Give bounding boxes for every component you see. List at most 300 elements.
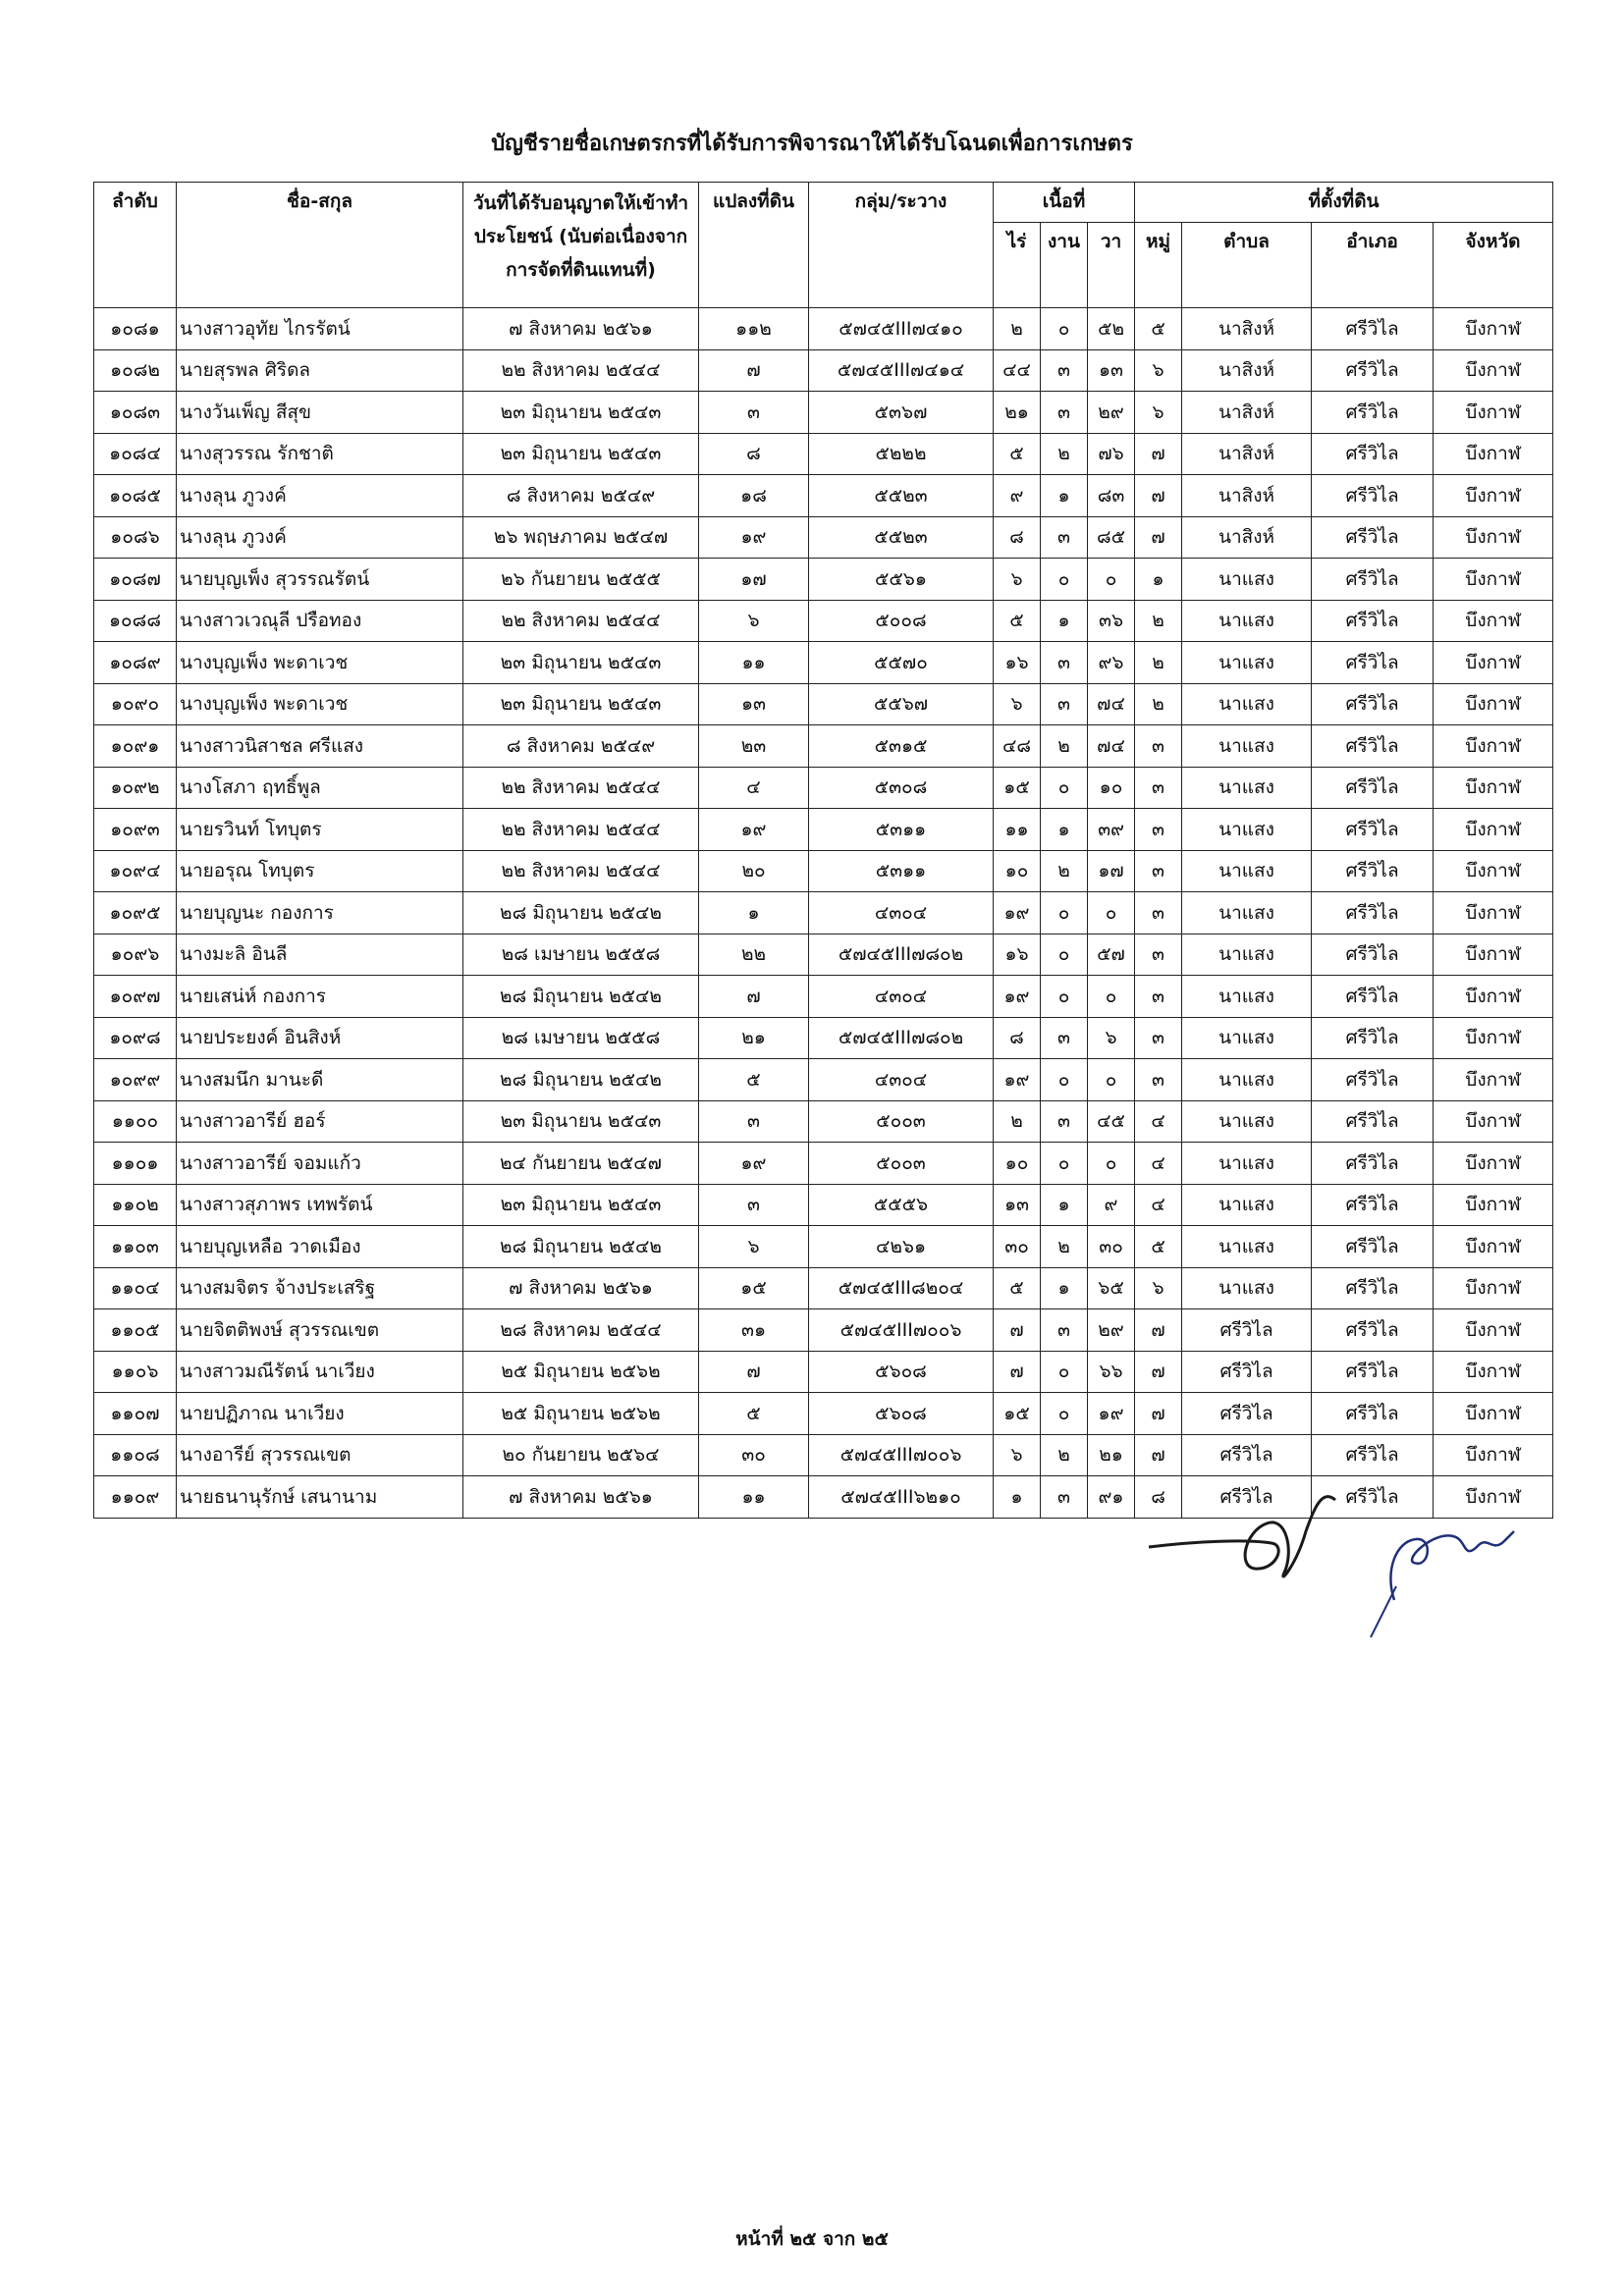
cell-province: บึงกาฬ xyxy=(1434,892,1553,934)
cell-rai: ๘ xyxy=(994,1017,1041,1059)
cell-name: นางสาวอารีย์ ฮอร์ xyxy=(177,1100,463,1143)
cell-plot: ๔ xyxy=(699,767,809,809)
cell-amphoe: ศรีวิไล xyxy=(1312,516,1434,559)
cell-province: บึงกาฬ xyxy=(1434,642,1553,684)
cell-name: นางอารีย์ สุวรรณเขต xyxy=(177,1434,463,1476)
cell-wa: ๘๕ xyxy=(1088,516,1135,559)
cell-wa: ๗๖ xyxy=(1088,433,1135,475)
cell-group: ๕๓๑๕ xyxy=(809,725,994,768)
signature-left xyxy=(1149,1497,1335,1576)
cell-wa: ๐ xyxy=(1088,1143,1135,1185)
cell-tambon: ศรีวิไล xyxy=(1182,1476,1312,1519)
cell-province: บึงกาฬ xyxy=(1434,1476,1553,1519)
cell-seq: ๑๐๘๒ xyxy=(94,349,177,392)
table-row xyxy=(94,1059,1553,1101)
cell-name: นางสมจิตร จ้างประเสริฐ xyxy=(177,1267,463,1309)
cell-tambon: นาสิงห์ xyxy=(1182,349,1312,392)
cell-seq: ๑๑๐๖ xyxy=(94,1351,177,1393)
cell-amphoe: ศรีวิไล xyxy=(1312,1184,1434,1226)
cell-amphoe: ศรีวิไล xyxy=(1312,392,1434,434)
cell-province: บึงกาฬ xyxy=(1434,308,1553,350)
cell-wa: ๑๙ xyxy=(1088,1393,1135,1435)
cell-name: นางสาวมณีรัตน์ นาเวียง xyxy=(177,1351,463,1393)
cell-ngan: ๓ xyxy=(1041,683,1088,725)
cell-group: ๕๗๔๕III๗๘๐๒ xyxy=(809,1017,994,1059)
cell-date: ๒๔ กันยายน ๒๕๔๗ xyxy=(463,1143,699,1185)
cell-province: บึงกาฬ xyxy=(1434,1143,1553,1185)
cell-seq: ๑๑๐๑ xyxy=(94,1143,177,1185)
cell-amphoe: ศรีวิไล xyxy=(1312,725,1434,768)
cell-rai: ๙ xyxy=(994,475,1041,517)
cell-rai: ๑๐ xyxy=(994,1143,1041,1185)
cell-rai: ๕ xyxy=(994,433,1041,475)
cell-date: ๒๕ มิถุนายน ๒๕๖๒ xyxy=(463,1393,699,1435)
cell-moo: ๔ xyxy=(1135,1100,1182,1143)
cell-name: นางลุน ภูวงค์ xyxy=(177,516,463,559)
cell-plot: ๓๑ xyxy=(699,1309,809,1352)
cell-rai: ๔๔ xyxy=(994,349,1041,392)
cell-tambon: นาสิงห์ xyxy=(1182,475,1312,517)
cell-seq: ๑๑๐๗ xyxy=(94,1393,177,1435)
cell-tambon: นาแสง xyxy=(1182,642,1312,684)
table-row xyxy=(94,1143,1553,1185)
cell-tambon: นาสิงห์ xyxy=(1182,392,1312,434)
cell-ngan: ๐ xyxy=(1041,767,1088,809)
cell-rai: ๖ xyxy=(994,1434,1041,1476)
cell-name: นางวันเพ็ญ สีสุข xyxy=(177,392,463,434)
cell-wa: ๗๔ xyxy=(1088,725,1135,768)
cell-plot: ๕ xyxy=(699,1059,809,1101)
signature-right xyxy=(1390,1531,1514,1600)
cell-moo: ๗ xyxy=(1135,433,1182,475)
cell-group: ๕๗๔๕III๗๔๑๐ xyxy=(809,308,994,350)
cell-ngan: ๑ xyxy=(1041,475,1088,517)
cell-date: ๒๐ กันยายน ๒๕๖๔ xyxy=(463,1434,699,1476)
cell-date: ๒๒ สิงหาคม ๒๕๔๔ xyxy=(463,850,699,892)
cell-tambon: ศรีวิไล xyxy=(1182,1393,1312,1435)
cell-plot: ๒๑ xyxy=(699,1017,809,1059)
cell-ngan: ๒ xyxy=(1041,850,1088,892)
cell-plot: ๑๙ xyxy=(699,516,809,559)
cell-moo: ๓ xyxy=(1135,1059,1182,1101)
cell-amphoe: ศรีวิไล xyxy=(1312,1226,1434,1268)
cell-ngan: ๓ xyxy=(1041,516,1088,559)
cell-moo: ๔ xyxy=(1135,1143,1182,1185)
cell-moo: ๖ xyxy=(1135,392,1182,434)
cell-moo: ๔ xyxy=(1135,1184,1182,1226)
cell-province: บึงกาฬ xyxy=(1434,725,1553,768)
table-row xyxy=(94,642,1553,684)
cell-group: ๕๗๔๕III๗๐๐๖ xyxy=(809,1434,994,1476)
cell-date: ๘ สิงหาคม ๒๕๔๙ xyxy=(463,725,699,768)
cell-moo: ๖ xyxy=(1135,349,1182,392)
cell-plot: ๑ xyxy=(699,892,809,934)
cell-group: ๕๗๔๕III๗๘๐๒ xyxy=(809,934,994,976)
cell-moo: ๓ xyxy=(1135,767,1182,809)
cell-amphoe: ศรีวิไล xyxy=(1312,1267,1434,1309)
table-row xyxy=(94,308,1553,350)
cell-tambon: ศรีวิไล xyxy=(1182,1309,1312,1352)
cell-name: นางสาวอารีย์ จอมแก้ว xyxy=(177,1143,463,1185)
cell-tambon: นาแสง xyxy=(1182,1267,1312,1309)
cell-date: ๒๓ มิถุนายน ๒๕๔๓ xyxy=(463,433,699,475)
cell-name: นางสุวรรณ รักชาติ xyxy=(177,433,463,475)
header-province: จังหวัด xyxy=(1434,223,1553,308)
cell-province: บึงกาฬ xyxy=(1434,976,1553,1018)
cell-rai: ๑๙ xyxy=(994,1059,1041,1101)
cell-amphoe: ศรีวิไล xyxy=(1312,642,1434,684)
cell-rai: ๓๐ xyxy=(994,1226,1041,1268)
cell-province: บึงกาฬ xyxy=(1434,1434,1553,1476)
cell-province: บึงกาฬ xyxy=(1434,1059,1553,1101)
cell-tambon: นาแสง xyxy=(1182,892,1312,934)
cell-date: ๗ สิงหาคม ๒๕๖๑ xyxy=(463,1267,699,1309)
cell-rai: ๕ xyxy=(994,1267,1041,1309)
cell-province: บึงกาฬ xyxy=(1434,1184,1553,1226)
cell-seq: ๑๐๘๔ xyxy=(94,433,177,475)
cell-tambon: นาแสง xyxy=(1182,976,1312,1018)
cell-amphoe: ศรีวิไล xyxy=(1312,809,1434,851)
cell-plot: ๗ xyxy=(699,1351,809,1393)
cell-amphoe: ศรีวิไล xyxy=(1312,559,1434,601)
cell-amphoe: ศรีวิไล xyxy=(1312,767,1434,809)
cell-ngan: ๐ xyxy=(1041,1351,1088,1393)
cell-ngan: ๐ xyxy=(1041,1059,1088,1101)
cell-tambon: นาแสง xyxy=(1182,683,1312,725)
table-row xyxy=(94,850,1553,892)
cell-wa: ๘๓ xyxy=(1088,475,1135,517)
cell-plot: ๑๑ xyxy=(699,1476,809,1519)
cell-rai: ๑ xyxy=(994,1476,1041,1519)
header-rai: ไร่ xyxy=(994,223,1041,308)
cell-group: ๕๓๑๑ xyxy=(809,850,994,892)
table-row xyxy=(94,767,1553,809)
cell-wa: ๐ xyxy=(1088,1059,1135,1101)
cell-ngan: ๐ xyxy=(1041,976,1088,1018)
cell-group: ๕๒๒๒ xyxy=(809,433,994,475)
cell-name: นายรวินท์ โทบุตร xyxy=(177,809,463,851)
cell-plot: ๖ xyxy=(699,600,809,642)
cell-province: บึงกาฬ xyxy=(1434,349,1553,392)
cell-name: นายบุญนะ กองการ xyxy=(177,892,463,934)
cell-ngan: ๑ xyxy=(1041,1184,1088,1226)
cell-plot: ๑๗ xyxy=(699,559,809,601)
cell-date: ๒๖ กันยายน ๒๕๕๕ xyxy=(463,559,699,601)
cell-tambon: นาแสง xyxy=(1182,1059,1312,1101)
cell-plot: ๑๘ xyxy=(699,475,809,517)
cell-ngan: ๐ xyxy=(1041,1143,1088,1185)
cell-seq: ๑๑๐๔ xyxy=(94,1267,177,1309)
cell-ngan: ๐ xyxy=(1041,934,1088,976)
cell-rai: ๑๓ xyxy=(994,1184,1041,1226)
cell-name: นายบุญเหลือ วาดเมือง xyxy=(177,1226,463,1268)
cell-rai: ๕ xyxy=(994,600,1041,642)
cell-province: บึงกาฬ xyxy=(1434,559,1553,601)
header-seq: ลำดับ xyxy=(94,183,177,308)
cell-group: ๔๒๖๑ xyxy=(809,1226,994,1268)
cell-date: ๒๒ สิงหาคม ๒๕๔๔ xyxy=(463,600,699,642)
cell-moo: ๒ xyxy=(1135,642,1182,684)
cell-rai: ๖ xyxy=(994,683,1041,725)
cell-moo: ๖ xyxy=(1135,1267,1182,1309)
cell-ngan: ๒ xyxy=(1041,1226,1088,1268)
cell-seq: ๑๑๐๒ xyxy=(94,1184,177,1226)
table-row xyxy=(94,1226,1553,1268)
cell-seq: ๑๐๙๑ xyxy=(94,725,177,768)
header-tambon: ตำบล xyxy=(1182,223,1312,308)
cell-moo: ๓ xyxy=(1135,1017,1182,1059)
cell-wa: ๙๑ xyxy=(1088,1476,1135,1519)
cell-date: ๒๘ สิงหาคม ๒๕๔๔ xyxy=(463,1309,699,1352)
cell-amphoe: ศรีวิไล xyxy=(1312,475,1434,517)
cell-ngan: ๑ xyxy=(1041,809,1088,851)
cell-seq: ๑๐๙๕ xyxy=(94,892,177,934)
cell-province: บึงกาฬ xyxy=(1434,934,1553,976)
cell-wa: ๑๓ xyxy=(1088,349,1135,392)
cell-date: ๒๘ เมษายน ๒๕๕๘ xyxy=(463,934,699,976)
cell-province: บึงกาฬ xyxy=(1434,1351,1553,1393)
cell-ngan: ๐ xyxy=(1041,308,1088,350)
cell-moo: ๓ xyxy=(1135,809,1182,851)
cell-wa: ๔๕ xyxy=(1088,1100,1135,1143)
cell-plot: ๒๐ xyxy=(699,850,809,892)
cell-ngan: ๓ xyxy=(1041,1476,1088,1519)
cell-plot: ๑๓ xyxy=(699,683,809,725)
cell-date: ๒๓ มิถุนายน ๒๕๔๓ xyxy=(463,1184,699,1226)
document-title: บัญชีรายชื่อเกษตรกรที่ได้รับการพิจารณาให้ได้รับโฉนดเพื่อการเกษตร xyxy=(491,132,1133,156)
cell-wa: ๒๙ xyxy=(1088,392,1135,434)
cell-wa: ๒๙ xyxy=(1088,1309,1135,1352)
cell-date: ๒๘ มิถุนายน ๒๕๔๒ xyxy=(463,976,699,1018)
cell-moo: ๓ xyxy=(1135,725,1182,768)
cell-name: นายบุญเพ็ง สุวรรณรัตน์ xyxy=(177,559,463,601)
cell-amphoe: ศรีวิไล xyxy=(1312,683,1434,725)
cell-moo: ๗ xyxy=(1135,1351,1182,1393)
header-plot: แปลงที่ดิน xyxy=(699,183,809,308)
cell-group: ๕๗๔๕III๖๒๑๐ xyxy=(809,1476,994,1519)
cell-group: ๔๓๐๔ xyxy=(809,892,994,934)
cell-date: ๗ สิงหาคม ๒๕๖๑ xyxy=(463,308,699,350)
cell-ngan: ๓ xyxy=(1041,642,1088,684)
page-number: หน้าที่ ๒๕ จาก ๒๕ xyxy=(735,2228,889,2250)
cell-tambon: ศรีวิไล xyxy=(1182,1351,1312,1393)
cell-rai: ๖ xyxy=(994,559,1041,601)
cell-date: ๒๓ มิถุนายน ๒๕๔๓ xyxy=(463,683,699,725)
cell-name: นางสาวอุทัย ไกรรัตน์ xyxy=(177,308,463,350)
table-row xyxy=(94,1434,1553,1476)
table-row xyxy=(94,392,1553,434)
cell-seq: ๑๐๘๕ xyxy=(94,475,177,517)
table-row xyxy=(94,1309,1553,1352)
cell-tambon: นาแสง xyxy=(1182,1017,1312,1059)
cell-wa: ๓๐ xyxy=(1088,1226,1135,1268)
cell-plot: ๑๙ xyxy=(699,1143,809,1185)
cell-province: บึงกาฬ xyxy=(1434,433,1553,475)
table-row xyxy=(94,516,1553,559)
cell-name: นายอรุณ โทบุตร xyxy=(177,850,463,892)
cell-seq: ๑๐๙๗ xyxy=(94,976,177,1018)
cell-moo: ๗ xyxy=(1135,475,1182,517)
cell-date: ๒๕ มิถุนายน ๒๕๖๒ xyxy=(463,1351,699,1393)
cell-ngan: ๒ xyxy=(1041,1434,1088,1476)
table-row xyxy=(94,349,1553,392)
cell-plot: ๓ xyxy=(699,392,809,434)
cell-plot: ๓๐ xyxy=(699,1434,809,1476)
cell-date: ๒๓ มิถุนายน ๒๕๔๓ xyxy=(463,1100,699,1143)
cell-wa: ๖ xyxy=(1088,1017,1135,1059)
table-row xyxy=(94,600,1553,642)
cell-name: นายเสน่ห์ กองการ xyxy=(177,976,463,1018)
cell-rai: ๑๙ xyxy=(994,976,1041,1018)
cell-province: บึงกาฬ xyxy=(1434,1309,1553,1352)
cell-ngan: ๐ xyxy=(1041,1393,1088,1435)
cell-name: นางมะลิ อินลี xyxy=(177,934,463,976)
cell-group: ๕๕๗๐ xyxy=(809,642,994,684)
cell-province: บึงกาฬ xyxy=(1434,475,1553,517)
cell-moo: ๑ xyxy=(1135,559,1182,601)
cell-rai: ๒ xyxy=(994,308,1041,350)
cell-wa: ๙ xyxy=(1088,1184,1135,1226)
cell-moo: ๓ xyxy=(1135,892,1182,934)
cell-seq: ๑๐๙๘ xyxy=(94,1017,177,1059)
cell-province: บึงกาฬ xyxy=(1434,1226,1553,1268)
header-name: ชื่อ-สกุล xyxy=(177,183,463,308)
cell-wa: ๖๖ xyxy=(1088,1351,1135,1393)
cell-amphoe: ศรีวิไล xyxy=(1312,1143,1434,1185)
cell-rai: ๒๑ xyxy=(994,392,1041,434)
cell-plot: ๖ xyxy=(699,1226,809,1268)
cell-name: นางสาวสุภาพร เทพรัตน์ xyxy=(177,1184,463,1226)
cell-ngan: ๐ xyxy=(1041,892,1088,934)
cell-tambon: นาแสง xyxy=(1182,850,1312,892)
cell-plot: ๗ xyxy=(699,976,809,1018)
cell-seq: ๑๐๙๔ xyxy=(94,850,177,892)
cell-name: นายจิตติพงษ์ สุวรรณเขต xyxy=(177,1309,463,1352)
cell-wa: ๒๑ xyxy=(1088,1434,1135,1476)
cell-moo: ๓ xyxy=(1135,850,1182,892)
cell-plot: ๓ xyxy=(699,1100,809,1143)
cell-plot: ๕ xyxy=(699,1393,809,1435)
cell-name: นายปฏิภาณ นาเวียง xyxy=(177,1393,463,1435)
cell-plot: ๒๒ xyxy=(699,934,809,976)
cell-group: ๕๓๐๘ xyxy=(809,767,994,809)
cell-rai: ๔๘ xyxy=(994,725,1041,768)
cell-group: ๕๕๒๓ xyxy=(809,516,994,559)
cell-group: ๔๓๐๔ xyxy=(809,976,994,1018)
cell-group: ๔๓๐๔ xyxy=(809,1059,994,1101)
cell-seq: ๑๐๙๒ xyxy=(94,767,177,809)
cell-plot: ๑๑ xyxy=(699,642,809,684)
cell-province: บึงกาฬ xyxy=(1434,600,1553,642)
cell-date: ๗ สิงหาคม ๒๕๖๑ xyxy=(463,1476,699,1519)
cell-amphoe: ศรีวิไล xyxy=(1312,433,1434,475)
cell-group: ๕๕๖๗ xyxy=(809,683,994,725)
table-body xyxy=(94,308,1553,1519)
cell-tambon: นาแสง xyxy=(1182,767,1312,809)
cell-tambon: ศรีวิไล xyxy=(1182,1434,1312,1476)
cell-rai: ๘ xyxy=(994,516,1041,559)
table-row xyxy=(94,976,1553,1018)
cell-date: ๒๘ มิถุนายน ๒๕๔๒ xyxy=(463,1059,699,1101)
cell-plot: ๓ xyxy=(699,1184,809,1226)
cell-seq: ๑๑๐๙ xyxy=(94,1476,177,1519)
cell-tambon: นาสิงห์ xyxy=(1182,433,1312,475)
cell-ngan: ๑ xyxy=(1041,600,1088,642)
cell-name: นางสาวเวณุลี ปรือทอง xyxy=(177,600,463,642)
cell-amphoe: ศรีวิไล xyxy=(1312,892,1434,934)
table-row xyxy=(94,934,1553,976)
cell-province: บึงกาฬ xyxy=(1434,683,1553,725)
cell-province: บึงกาฬ xyxy=(1434,1267,1553,1309)
cell-ngan: ๒ xyxy=(1041,433,1088,475)
cell-wa: ๙๖ xyxy=(1088,642,1135,684)
cell-name: นายธนานุรักษ์ เสนานาม xyxy=(177,1476,463,1519)
cell-ngan: ๑ xyxy=(1041,1267,1088,1309)
cell-seq: ๑๐๘๗ xyxy=(94,559,177,601)
cell-seq: ๑๐๘๖ xyxy=(94,516,177,559)
cell-seq: ๑๑๐๓ xyxy=(94,1226,177,1268)
cell-date: ๒๘ มิถุนายน ๒๕๔๒ xyxy=(463,892,699,934)
table-row xyxy=(94,1351,1553,1393)
cell-plot: ๑๑๒ xyxy=(699,308,809,350)
cell-wa: ๓๖ xyxy=(1088,600,1135,642)
cell-ngan: ๐ xyxy=(1041,559,1088,601)
cell-seq: ๑๑๐๐ xyxy=(94,1100,177,1143)
cell-seq: ๑๐๘๑ xyxy=(94,308,177,350)
cell-group: ๕๖๐๘ xyxy=(809,1393,994,1435)
header-area: เนื้อที่ xyxy=(994,183,1135,223)
cell-seq: ๑๐๘๙ xyxy=(94,642,177,684)
cell-province: บึงกาฬ xyxy=(1434,767,1553,809)
table-row xyxy=(94,809,1553,851)
table-row xyxy=(94,1017,1553,1059)
cell-ngan: ๓ xyxy=(1041,1017,1088,1059)
cell-province: บึงกาฬ xyxy=(1434,1017,1553,1059)
cell-ngan: ๓ xyxy=(1041,1100,1088,1143)
cell-seq: ๑๑๐๕ xyxy=(94,1309,177,1352)
cell-rai: ๑๖ xyxy=(994,934,1041,976)
cell-name: นางบุญเพ็ง พะดาเวช xyxy=(177,642,463,684)
cell-group: ๕๕๕๖ xyxy=(809,1184,994,1226)
cell-group: ๕๕๒๓ xyxy=(809,475,994,517)
cell-rai: ๒ xyxy=(994,1100,1041,1143)
cell-name: นางสาวนิสาชล ศรีแสง xyxy=(177,725,463,768)
cell-moo: ๒ xyxy=(1135,683,1182,725)
cell-amphoe: ศรีวิไล xyxy=(1312,1351,1434,1393)
cell-group: ๕๕๖๑ xyxy=(809,559,994,601)
cell-moo: ๓ xyxy=(1135,976,1182,1018)
cell-group: ๕๗๔๕III๘๒๐๔ xyxy=(809,1267,994,1309)
cell-tambon: นาแสง xyxy=(1182,1184,1312,1226)
table-row xyxy=(94,1267,1553,1309)
cell-rai: ๑๙ xyxy=(994,892,1041,934)
cell-date: ๒๒ สิงหาคม ๒๕๔๔ xyxy=(463,809,699,851)
table-row xyxy=(94,475,1553,517)
cell-wa: ๕๒ xyxy=(1088,308,1135,350)
cell-seq: ๑๐๙๙ xyxy=(94,1059,177,1101)
cell-moo: ๗ xyxy=(1135,1434,1182,1476)
cell-amphoe: ศรีวิไล xyxy=(1312,1100,1434,1143)
cell-tambon: นาแสง xyxy=(1182,725,1312,768)
header-wa: วา xyxy=(1088,223,1135,308)
table-row xyxy=(94,725,1553,768)
cell-rai: ๗ xyxy=(994,1351,1041,1393)
cell-rai: ๑๕ xyxy=(994,767,1041,809)
cell-amphoe: ศรีวิไล xyxy=(1312,600,1434,642)
cell-tambon: นาแสง xyxy=(1182,600,1312,642)
cell-amphoe: ศรีวิไล xyxy=(1312,1434,1434,1476)
cell-amphoe: ศรีวิไล xyxy=(1312,1393,1434,1435)
